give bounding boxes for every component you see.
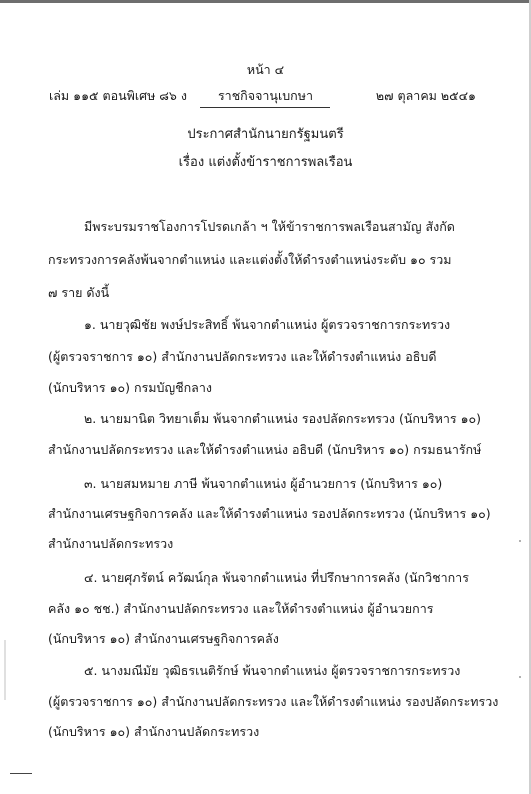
body-line: ๑. นายวุฒิชัย พงษ์ประสิทธิ์ พ้นจากตำแหน่ง ผู้ตรวจราชการกระทรวง bbox=[84, 317, 451, 332]
body-line: (นักบริหาร ๑๐) กรมบัญชีกลาง bbox=[48, 380, 212, 395]
announcement-title: ประกาศสำนักนายกรัฐมนตรี bbox=[187, 127, 344, 142]
body-line: ๕. นางมณีมัย วุฒิธรเนติรักษ์ พ้นจากตำแหน่ง ผู้ตรวจราชการกระทรวง bbox=[84, 663, 461, 678]
body-line: มีพระบรมราชโองการโปรดเกล้า ฯ ให้ข้าราชการพลเรือนสามัญ สังกัด bbox=[84, 219, 455, 234]
body-line: สำนักงานปลัดกระทรวง bbox=[48, 536, 174, 551]
body-line: ๓. นายสมหมาย ภาษี พ้นจากตำแหน่ง ผู้อำนวยการ (นักบริหาร ๑๐) bbox=[84, 476, 443, 491]
scan-speck bbox=[519, 540, 521, 542]
body-line: ๗ ราย ดังนี้ bbox=[48, 285, 110, 300]
body-line: ๒. นายมานิต วิทยาเต็ม พ้นจากตำแหน่ง รองปลัดกระทรวง (นักบริหาร ๑๐) bbox=[84, 411, 482, 426]
scan-left-mark bbox=[4, 640, 6, 700]
announcement-subject: เรื่อง แต่งตั้งข้าราชการพลเรือน bbox=[178, 155, 353, 170]
header-rule bbox=[200, 107, 330, 108]
body-line: กระทรวงการคลังพ้นจากตำแหน่ง และแต่งตั้งให้ดำรงตำแหน่งระดับ ๑๐ รวม bbox=[48, 252, 452, 267]
body-line: (นักบริหาร ๑๐) สำนักงานปลัดกระทรวง bbox=[48, 724, 260, 739]
publication-date: ๒๗ ตุลาคม ๒๕๔๑ bbox=[375, 88, 476, 103]
body-line: สำนักงานเศรษฐกิจการคลัง และให้ดำรงตำแหน่ง รองปลัดกระทรวง (นักบริหาร ๑๐) bbox=[48, 506, 491, 521]
page-number: หน้า ๔ bbox=[246, 62, 285, 77]
body-line: ๔. นายศุภรัตน์ ควัฒน์กุล พ้นจากตำแหน่ง ที่ปรึกษาการคลัง (นักวิชาการ bbox=[84, 570, 469, 585]
scan-speck bbox=[519, 676, 521, 678]
gazette-name: ราชกิจจานุเบกษา bbox=[217, 88, 314, 103]
body-line: (ผู้ตรวจราชการ ๑๐) สำนักงานปลัดกระทรวง และให้ดำรงตำแหน่ง อธิบดี bbox=[48, 349, 437, 364]
body-line: คลัง ๑๐ ชช.) สำนักงานปลัดกระทรวง และให้ดำรงตำแหน่ง ผู้อำนวยการ bbox=[48, 601, 434, 616]
volume-issue: เล่ม ๑๑๕ ตอนพิเศษ ๘๖ ง bbox=[49, 88, 187, 103]
body-line: (นักบริหาร ๑๐) สำนักงานเศรษฐกิจการคลัง bbox=[48, 631, 279, 646]
body-line: (ผู้ตรวจราชการ ๑๐) สำนักงานปลัดกระทรวง และให้ดำรงตำแหน่ง รองปลัดกระทรวง bbox=[48, 694, 499, 709]
body-line: สำนักงานปลัดกระทรวง และให้ดำรงตำแหน่ง อธิบดี (นักบริหาร ๑๐) กรมธนารักษ์ bbox=[48, 442, 482, 457]
scan-top-edge bbox=[0, 0, 531, 3]
footer-mark bbox=[10, 773, 32, 774]
